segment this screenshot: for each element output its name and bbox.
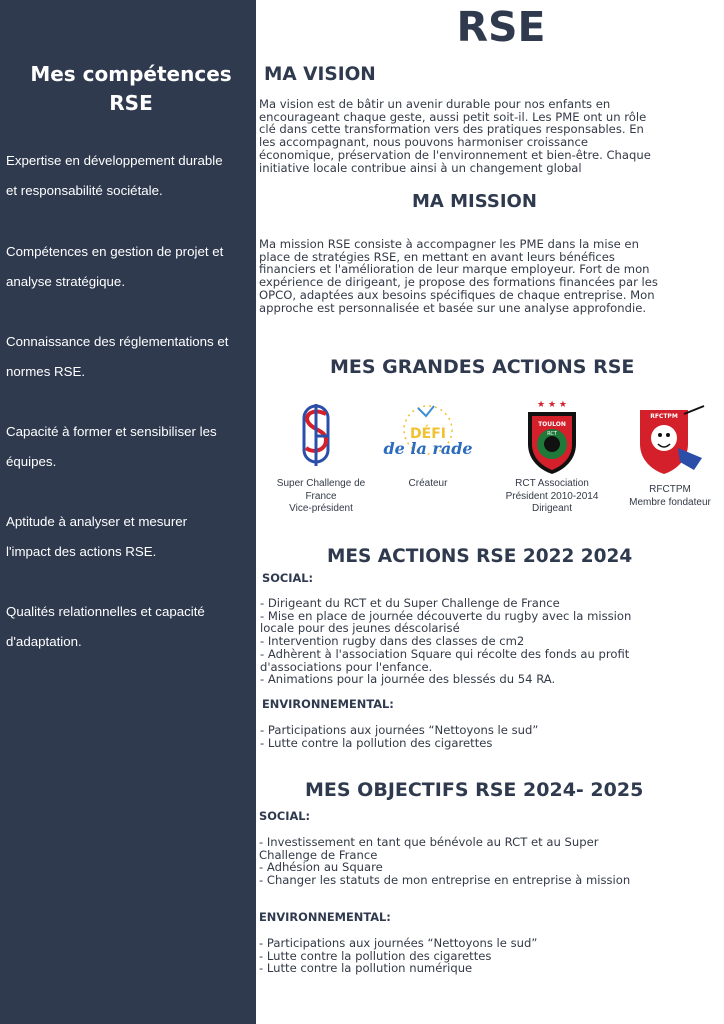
skill-line: analyse stratégique. [6,273,126,289]
logo-text: DÉFI [410,426,446,442]
main-content [256,0,724,1024]
sidebar-title-line2: RSE [109,91,153,115]
social-label: SOCIAL: [262,571,314,585]
caption-line: RCT Association [515,478,589,489]
list-item: Challenge de France [259,847,378,862]
list-item: - Lutte contre la pollution numérique [259,961,473,976]
sidebar-title-line1: Mes compétences [30,62,232,86]
list-item: - Investissement en tant que bénévole au RCT et au Super [259,835,599,849]
list-item: - Adhèrent à l'association Square qui récolte des fonds au profit [260,646,630,661]
skill-item [6,237,252,296]
objectifs-heading: MES OBJECTIFS RSE 2024- 2025 [305,779,644,801]
caption-line: Super Challenge de [276,478,366,489]
environmental-list [260,724,722,749]
skill-item [6,146,252,205]
list-item: d'associations pour l'enfance. [260,659,433,674]
rfctpm-logo [634,404,708,478]
logo-caption [494,478,610,516]
caption-line: Membre fondateur [629,496,711,508]
list-item: - Lutte contre la pollution des cigarettes [260,735,493,750]
skill-line: normes RSE. [6,363,86,379]
defi-de-la-rade-icon [374,400,482,468]
skill-item [6,327,252,386]
list-item: - Participations aux journées “Nettoyons le sud” [259,936,538,950]
skill-item [6,597,252,656]
list-item: - Adhésion au Square [259,860,383,875]
list-item: - Participations aux journées “Nettoyons le sud” [260,723,539,737]
environmental-list [259,937,721,975]
skill-line: Expertise en développement durable [6,153,223,168]
logo-caption [614,484,724,509]
logo-caption [264,478,378,516]
skill-line: Qualités relationnelles et capacité [6,604,205,619]
skill-line: équipes. [6,453,57,469]
list-item: - Intervention rugby dans des classes de cm2 [260,634,525,649]
rfctpm-icon [634,404,708,478]
grandes-actions-heading: MES GRANDES ACTIONS RSE [330,356,635,378]
sidebar [0,0,256,1024]
actions-2022-heading: MES ACTIONS RSE 2022 2024 [327,546,633,567]
page-title: RSE [456,3,546,51]
social-label: SOCIAL: [259,809,311,823]
environmental-label: ENVIRONNEMENTAL: [259,910,391,924]
list-item: - Mise en place de journée découverte du rugby avec la mission [260,608,632,623]
caption-line: RFCTPM [649,484,691,495]
social-list [260,597,722,686]
caption-line: Dirigeant [531,503,573,514]
skill-line: Connaissance des réglementations et [6,334,229,349]
skill-line: et responsabilité sociétale. [6,182,163,198]
mission-text: Ma mission RSE consiste à accompagner les PME dans la mise en place de stratégies RSE, en mettant en avant leurs bénéfices financiers et l'amélioration de leur marque employeur. Fort de mon expérience de dirigeant, je propose des formations financées par les OPCO, adaptées aux besoins spécifiques de chaque entreprise. Mon approche est personnalisée et basée sur une analyse approfondie. [259,237,658,315]
mission-heading: MA MISSION [412,191,537,212]
skill-line: l'impact des actions RSE. [6,543,157,559]
logo-text: RFCTPM [650,413,678,420]
list-item: - Dirigeant du RCT et du Super Challenge de France [260,596,560,610]
rct-shield-icon [524,398,580,476]
skill-line: Capacité à former et sensibiliser les [6,424,217,439]
super-challenge-icon [294,400,344,472]
caption-line: Président 2010-2014 [505,490,599,502]
logo-text: RCT [547,431,557,437]
logo-caption [388,478,468,491]
logo-text: TOULON [538,421,566,428]
vision-heading: MA VISION [264,64,376,85]
sidebar-title [0,60,262,118]
caption-line: Vice-président [289,503,353,514]
list-item: - Animations pour la journée des blessés du 54 RA. [260,672,556,687]
vision-text: Ma vision est de bâtir un avenir durable pour nos enfants en encourageant chaque geste, aussi petit soit-il. Les PME ont un rôle clé dans cette transformation vers des pratiques responsables. En les accompagnant, nous pouvons harmoniser croissance économique, préservation de l'environnement et bien-être. Chaque initiative locale contribue ainsi à un changement global [259,97,651,175]
rct-toulon-logo [524,398,580,476]
skill-line: Compétences en gestion de projet et [6,244,224,259]
environmental-label: ENVIRONNEMENTAL: [262,697,394,711]
skill-line: Aptitude à analyser et mesurer [6,514,188,529]
super-challenge-logo [294,400,344,472]
defi-de-la-rade-logo [374,400,482,468]
skill-line: d'adaptation. [6,633,82,649]
skill-item [6,417,252,476]
caption-line: France [305,490,337,502]
list-item: - Lutte contre la pollution des cigarettes [259,948,492,963]
list-item: locale pour des jeunes déscolarisé [260,621,460,636]
caption-line: Créateur [408,478,448,489]
list-item: - Changer les statuts de mon entreprise en entreprise à mission [259,873,631,888]
logo-text: de la rade [383,439,473,458]
skill-item [6,507,252,566]
svg-text:★ ★ ★: ★ ★ ★ [537,400,567,410]
social-list [259,836,721,887]
